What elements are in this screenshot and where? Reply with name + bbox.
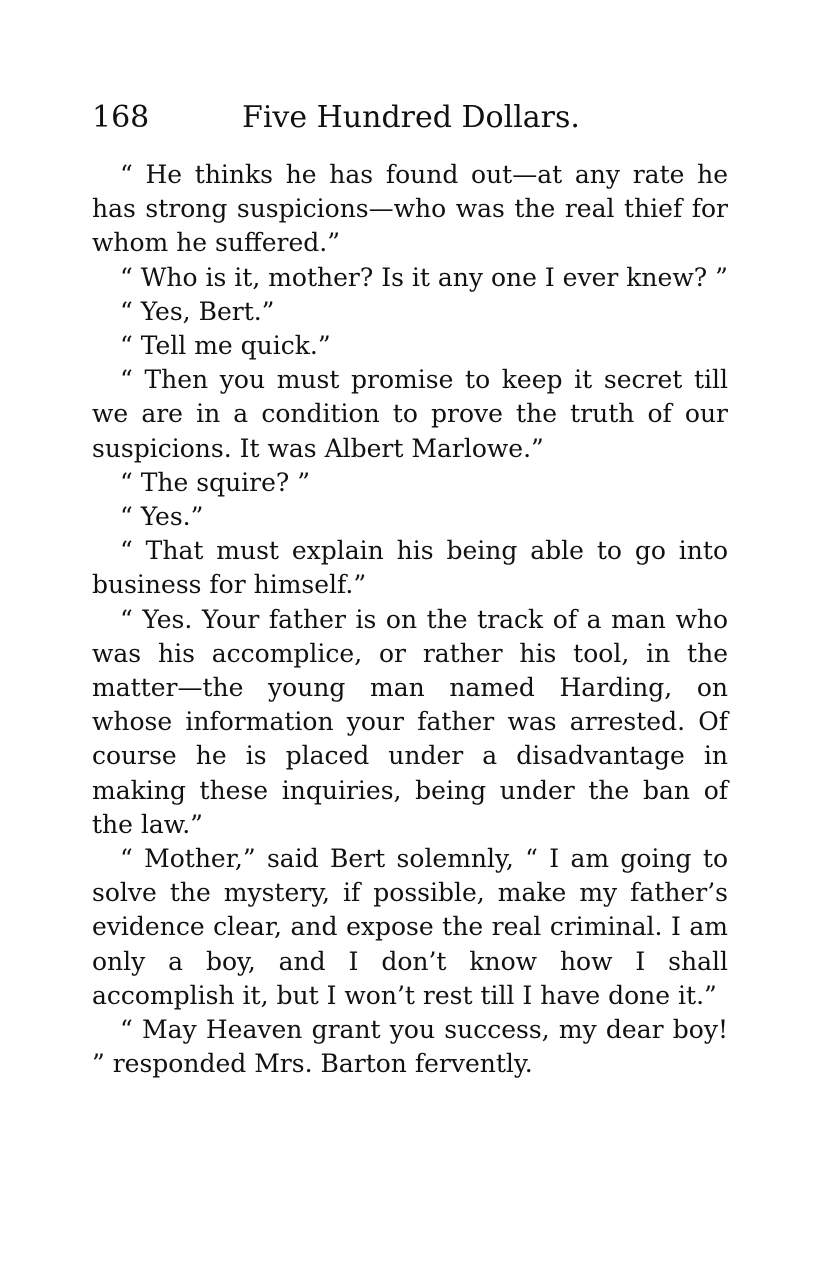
paragraph: “ He thinks he has found out—at any rate he has strong suspicions—who was the real thief for whom he suffered.” [92,160,728,258]
body-text [92,158,728,1081]
paragraph: “ Then you must promise to keep it secret till we are in a condition to prove the truth of our suspicions. It was Albert Marlowe.” [92,365,728,463]
paragraph: “ Mother,” said Bert solemnly, “ I am going to solve the mystery, if possible, make my father’s evidence clear, and expose the real criminal. I am only a boy, and I don’t know how I shall accomplish it, but I won’t rest till I have done it.” [92,844,728,1010]
paragraph: “ May Heaven grant you success, my dear boy! ” responded Mrs. Barton fervently. [92,1015,728,1079]
paragraph: “ Who is it, mother? Is it any one I ever knew? ” [120,262,728,292]
paragraph: “ Yes. Your father is on the track of a man who was his accomplice, or rather his tool, in the matter—the young man named Harding, on whose information your father was arrested. Of course he is placed under a disadvantage in making these inquiries, being under the ban of the law.” [92,604,728,839]
page-header [92,100,732,140]
paragraph: “ Tell me quick.” [120,331,331,361]
paragraph: “ The squire? ” [120,467,311,497]
page-number: 168 [92,100,150,135]
running-title: Five Hundred Dollars. [242,100,580,135]
paragraph: “ That must explain his being able to go into business for himself.” [92,536,728,600]
paragraph: “ Yes, Bert.” [120,296,275,326]
paragraph: “ Yes.” [120,502,204,532]
